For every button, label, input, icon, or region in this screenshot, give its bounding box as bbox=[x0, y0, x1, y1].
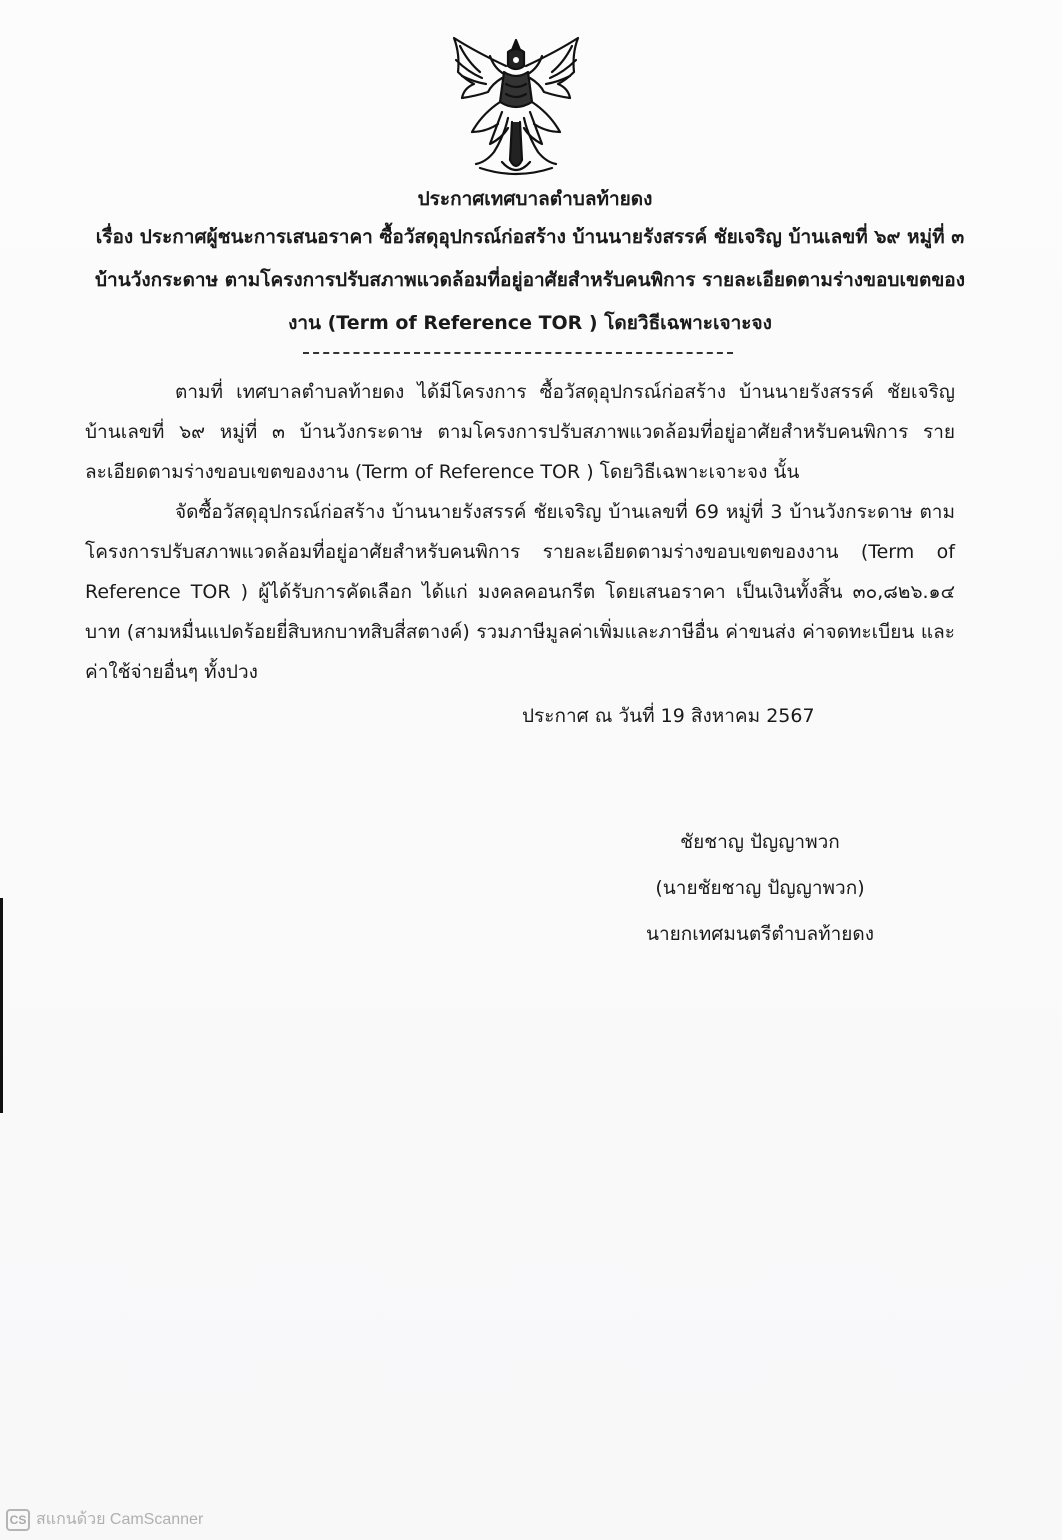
garuda-emblem-icon bbox=[446, 32, 586, 180]
divider bbox=[303, 352, 733, 354]
announcement-subject: เรื่อง ประกาศผู้ชนะการเสนอราคา ซื้อวัสดุอุปกรณ์ก่อสร้าง บ้านนายรังสรรค์ ชัยเจริญ บ้านเลขที่ ๖๙ หมู่ที่ ๓ บ้านวังกระดาษ ตามโครงการปรับสภาพแวดล้อมที่อยู่อาศัยสำหรับคนพิการ รายละเอียดตามร่างขอบเขตของงาน (Term of Reference TOR ) โดยวิธีเฉพาะเจาะจง bbox=[95, 226, 965, 334]
signer-full-name: (นายชัยชาญ ปัญญาพวก) bbox=[655, 877, 865, 899]
signer-position: นายกเทศมนตรีตำบลท้ายดง bbox=[645, 923, 875, 945]
body-paragraph-2: จัดซื้อวัสดุอุปกรณ์ก่อสร้าง บ้านนายรังสรรค์ ชัยเจริญ บ้านเลขที่ 69 หมู่ที่ 3 บ้านวังกระดาษ ตามโครงการปรับสภาพแวดล้อมที่อยู่อาศัยสำหรับคนพิการ รายละเอียดตามร่างขอบเขตของงาน (Term of Reference TOR ) ผู้ได้รับการคัดเลือก ได้แก่ มงคลคอนกรีต โดยเสนอราคา เป็นเงินทั้งสิ้น ๓๐,๘๒๖.๑๔ บาท (สามหมื่นแปดร้อยยี่สิบหกบาทสิบสี่สตางค์) รวมภาษีมูลค่าเพิ่มและภาษีอื่น ค่าขนส่ง ค่าจดทะเบียน และค่าใช้จ่ายอื่นๆ ทั้งปวง bbox=[85, 501, 955, 683]
body-paragraph-1: ตามที่ เทศบาลตำบลท้ายดง ได้มีโครงการ ซื้อวัสดุอุปกรณ์ก่อสร้าง บ้านนายรังสรรค์ ชัยเจริญ บ้านเลขที่ ๖๙ หมู่ที่ ๓ บ้านวังกระดาษ ตามโครงการปรับสภาพแวดล้อมที่อยู่อาศัยสำหรับคนพิการ รายละเอียดตามร่างขอบเขตของงาน (Term of Reference TOR ) โดยวิธีเฉพาะเจาะจง นั้น bbox=[85, 381, 955, 483]
signer-signature-name: ชัยชาญ ปัญญาพวก bbox=[680, 831, 840, 853]
camscanner-logo-icon: CS bbox=[6, 1509, 30, 1531]
scanner-watermark bbox=[6, 1507, 203, 1532]
announcement-date: ประกาศ ณ วันที่ 19 สิงหาคม 2567 bbox=[522, 705, 815, 727]
scanner-text: สแกนด้วย CamScanner bbox=[36, 1511, 204, 1528]
announcement-title: ประกาศเทศบาลตำบลท้ายดง bbox=[417, 188, 653, 210]
scan-edge-mark bbox=[0, 898, 3, 1113]
